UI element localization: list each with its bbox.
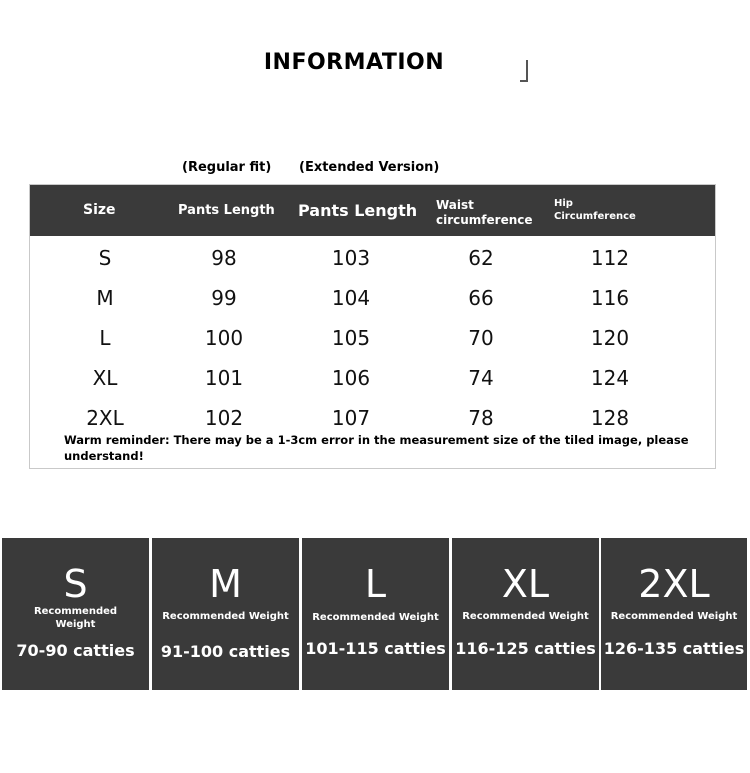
cell-pants-extended: 103	[331, 246, 371, 270]
card-size: L	[364, 562, 387, 606]
header-waist-line1: Waist	[436, 198, 474, 212]
cell-pants-extended: 107	[331, 406, 371, 430]
card-weight: 70-90 catties	[16, 641, 135, 660]
weight-card-s	[2, 538, 149, 690]
weight-card-m	[152, 538, 299, 690]
cell-pants-regular: 99	[211, 286, 237, 310]
weight-card-2xl	[601, 538, 747, 690]
header-pants-length-regular: Pants Length	[178, 203, 275, 218]
card-size: M	[209, 562, 242, 606]
card-label: Recommended Weight	[312, 612, 439, 623]
card-weight: 126-135 catties	[603, 639, 745, 658]
card-weight: 91-100 catties	[160, 642, 291, 661]
header-pants-length-extended: Pants Length	[298, 201, 418, 220]
cell-waist: 70	[468, 326, 494, 350]
table-row	[30, 238, 715, 278]
cell-size: L	[99, 326, 111, 350]
table-row	[30, 278, 715, 318]
cell-pants-regular: 98	[211, 246, 237, 270]
cell-waist: 66	[468, 286, 494, 310]
card-label: Recommended Weight	[33, 606, 118, 630]
cell-pants-extended: 104	[331, 286, 371, 310]
weight-cards	[2, 538, 747, 690]
table-row	[30, 318, 715, 358]
cell-pants-regular: 101	[204, 366, 244, 390]
header-size: Size	[83, 202, 116, 218]
card-weight: 116-125 catties	[455, 639, 596, 658]
cell-hip: 120	[590, 326, 630, 350]
table-row	[30, 358, 715, 398]
weight-card-l	[302, 538, 449, 690]
cell-pants-regular: 102	[204, 406, 244, 430]
header-hip-line2: Circumference	[554, 211, 636, 222]
card-size: XL	[501, 562, 550, 606]
cell-pants-extended: 105	[331, 326, 371, 350]
page-title: INFORMATION	[263, 50, 445, 75]
cell-hip: 128	[590, 406, 630, 430]
header-hip-line1: Hip	[554, 198, 573, 209]
title-decoration	[520, 60, 528, 82]
card-label: Recommended Weight	[462, 611, 589, 622]
warm-reminder: Warm reminder: There may be a 1-3cm error in the measurement size of the tiled image, please understand!	[64, 433, 689, 463]
weight-card-xl	[452, 538, 599, 690]
card-label: Recommended Weight	[162, 611, 289, 622]
card-weight: 101-115 catties	[305, 639, 446, 658]
cell-pants-regular: 100	[204, 326, 244, 350]
cell-size: S	[98, 246, 112, 270]
table-header	[30, 185, 715, 236]
card-size: S	[63, 562, 88, 606]
cell-size: 2XL	[86, 406, 124, 430]
cell-hip: 116	[590, 286, 630, 310]
cell-waist: 62	[468, 246, 494, 270]
cell-waist: 78	[468, 406, 494, 430]
header-waist-line2: circumference	[436, 213, 533, 227]
cell-hip: 112	[590, 246, 630, 270]
cell-pants-extended: 106	[331, 366, 371, 390]
cell-size: M	[96, 286, 114, 310]
cell-hip: 124	[590, 366, 630, 390]
subhead-regular-fit: (Regular fit)	[182, 160, 272, 175]
size-chart-table	[29, 184, 716, 469]
cell-waist: 74	[468, 366, 494, 390]
cell-size: XL	[92, 366, 118, 390]
subhead-extended-version: (Extended Version)	[299, 160, 440, 175]
card-label: Recommended Weight	[610, 611, 738, 622]
card-size: 2XL	[638, 562, 710, 606]
